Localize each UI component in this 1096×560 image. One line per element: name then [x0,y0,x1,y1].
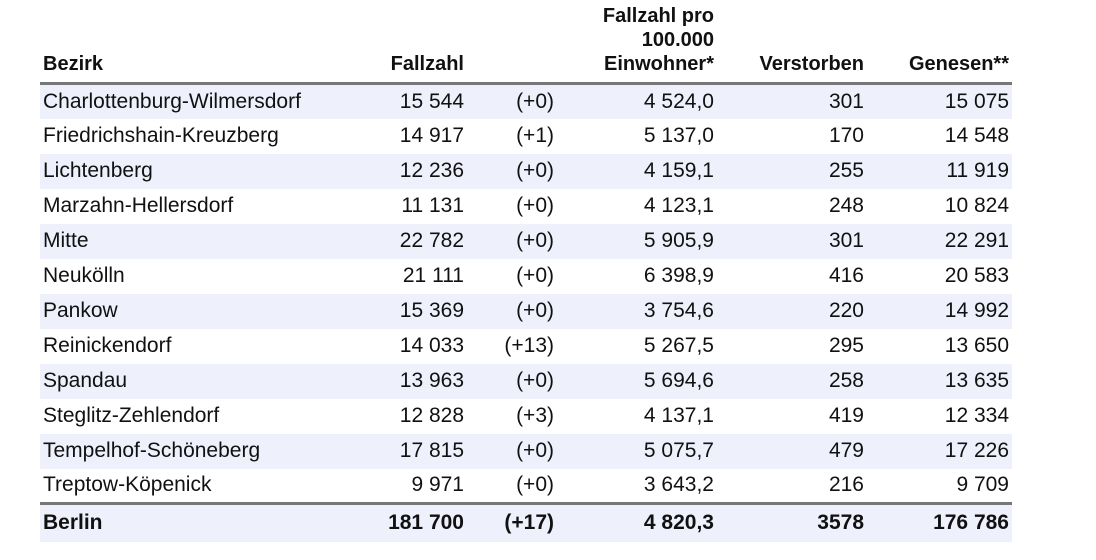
cell-verstorben: 419 [717,399,867,434]
table-body [40,84,1012,542]
cell-verstorben: 258 [717,364,867,399]
table-row [40,119,1012,154]
cell-fallzahl: 17 815 [332,434,467,469]
table-row [40,434,1012,469]
cell-bezirk: Mitte [40,224,332,259]
cell-bezirk: Lichtenberg [40,154,332,189]
district-case-table-container [40,0,1012,542]
table-row [40,469,1012,504]
cell-genesen: 14 548 [867,119,1012,154]
table-row [40,329,1012,364]
cell-delta: (+1) [467,119,557,154]
cell-bezirk: Charlottenburg-Wilmersdorf [40,84,332,119]
total-row [40,504,1012,542]
cell-inzidenz: 3 643,2 [557,469,717,504]
total-bezirk: Berlin [40,504,332,542]
cell-inzidenz: 3 754,6 [557,294,717,329]
cell-inzidenz: 6 398,9 [557,259,717,294]
cell-verstorben: 416 [717,259,867,294]
cell-fallzahl: 22 782 [332,224,467,259]
cell-delta: (+0) [467,364,557,399]
header-delta [467,0,557,84]
cell-genesen: 22 291 [867,224,1012,259]
header-genesen: Genesen** [867,0,1012,84]
cell-genesen: 9 709 [867,469,1012,504]
cell-verstorben: 248 [717,189,867,224]
cell-delta: (+0) [467,259,557,294]
cell-verstorben: 479 [717,434,867,469]
cell-delta: (+0) [467,294,557,329]
cell-genesen: 17 226 [867,434,1012,469]
cell-inzidenz: 5 267,5 [557,329,717,364]
cell-inzidenz: 4 159,1 [557,154,717,189]
total-inzidenz: 4 820,3 [557,504,717,542]
header-inzidenz [557,0,717,84]
cell-genesen: 14 992 [867,294,1012,329]
table-row [40,224,1012,259]
table-row [40,189,1012,224]
cell-genesen: 15 075 [867,84,1012,119]
total-delta: (+17) [467,504,557,542]
cell-bezirk: Steglitz-Zehlendorf [40,399,332,434]
cell-inzidenz: 5 905,9 [557,224,717,259]
cell-bezirk: Treptow-Köpenick [40,469,332,504]
cell-genesen: 20 583 [867,259,1012,294]
cell-verstorben: 170 [717,119,867,154]
cell-genesen: 11 919 [867,154,1012,189]
cell-delta: (+0) [467,189,557,224]
table-row [40,364,1012,399]
cell-fallzahl: 9 971 [332,469,467,504]
cell-bezirk: Tempelhof-Schöneberg [40,434,332,469]
cell-fallzahl: 15 369 [332,294,467,329]
total-verstorben: 3578 [717,504,867,542]
cell-fallzahl: 21 111 [332,259,467,294]
cell-fallzahl: 11 131 [332,189,467,224]
cell-inzidenz: 4 123,1 [557,189,717,224]
cell-delta: (+0) [467,224,557,259]
cell-inzidenz: 4 524,0 [557,84,717,119]
total-genesen: 176 786 [867,504,1012,542]
cell-genesen: 10 824 [867,189,1012,224]
header-inzidenz-line: Einwohner* [603,53,714,75]
cell-delta: (+0) [467,469,557,504]
cell-fallzahl: 12 236 [332,154,467,189]
table-row [40,259,1012,294]
cell-bezirk: Pankow [40,294,332,329]
cell-fallzahl: 14 917 [332,119,467,154]
cell-fallzahl: 15 544 [332,84,467,119]
table-row [40,399,1012,434]
cell-bezirk: Spandau [40,364,332,399]
table-row [40,84,1012,119]
cell-bezirk: Reinickendorf [40,329,332,364]
total-fallzahl: 181 700 [332,504,467,542]
cell-genesen: 13 650 [867,329,1012,364]
cell-genesen: 12 334 [867,399,1012,434]
cell-inzidenz: 4 137,1 [557,399,717,434]
cell-inzidenz: 5 075,7 [557,434,717,469]
header-inzidenz-line: 100.000 [641,29,714,51]
cell-delta: (+0) [467,434,557,469]
cell-genesen: 13 635 [867,364,1012,399]
cell-verstorben: 301 [717,84,867,119]
header-verstorben: Verstorben [717,0,867,84]
cell-verstorben: 216 [717,469,867,504]
header-inzidenz-line: Fallzahl pro [602,5,714,27]
table-row [40,154,1012,189]
cell-fallzahl: 13 963 [332,364,467,399]
table-row [40,294,1012,329]
cell-fallzahl: 12 828 [332,399,467,434]
cell-verstorben: 220 [717,294,867,329]
cell-inzidenz: 5 694,6 [557,364,717,399]
cell-delta: (+13) [467,329,557,364]
cell-delta: (+0) [467,154,557,189]
table-header [40,0,1012,84]
cell-delta: (+0) [467,84,557,119]
district-case-table [40,0,1012,542]
header-bezirk: Bezirk [40,0,332,84]
header-row [40,0,1012,84]
cell-fallzahl: 14 033 [332,329,467,364]
cell-bezirk: Neukölln [40,259,332,294]
header-fallzahl: Fallzahl [332,0,467,84]
cell-verstorben: 301 [717,224,867,259]
cell-bezirk: Friedrichshain-Kreuzberg [40,119,332,154]
cell-inzidenz: 5 137,0 [557,119,717,154]
cell-verstorben: 295 [717,329,867,364]
cell-delta: (+3) [467,399,557,434]
cell-verstorben: 255 [717,154,867,189]
cell-bezirk: Marzahn-Hellersdorf [40,189,332,224]
